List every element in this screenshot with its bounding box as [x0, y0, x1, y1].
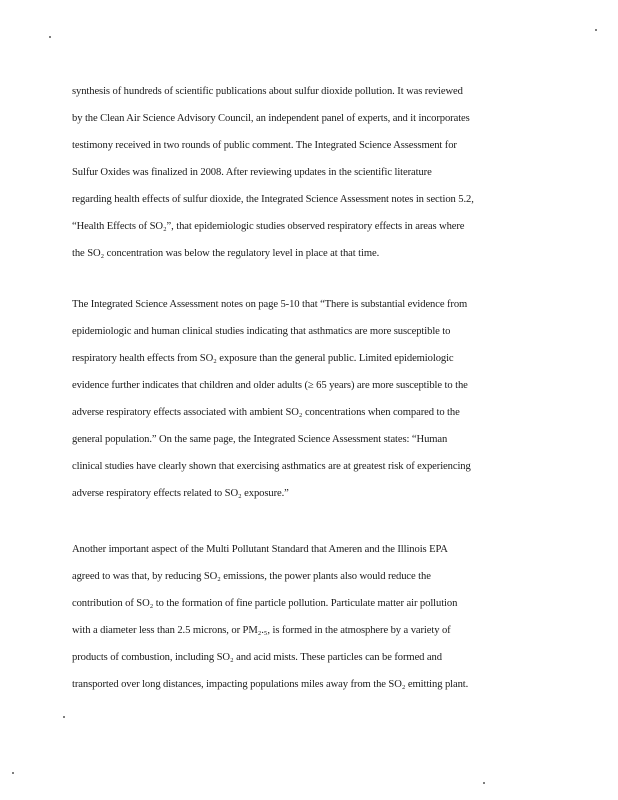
text-line: Another important aspect of the Multi Pollutant Standard that Ameren and the Illinois EPA	[72, 544, 448, 555]
text-line: the SO₂ concentration was below the regulatory level in place at that time.	[72, 248, 380, 259]
text-line: respiratory health effects from SO₂ exposure than the general public. Limited epidemiologic	[72, 353, 454, 364]
text-line: “Health Effects of SO₂”, that epidemiologic studies observed respiratory effects in areas where	[72, 221, 465, 232]
text-line: products of combustion, including SO₂ and acid mists. These particles can be formed and	[72, 652, 442, 663]
text-line: clinical studies have clearly shown that exercising asthmatics are at greatest risk of experiencing	[72, 461, 471, 472]
text-line: general population.” On the same page, the Integrated Science Assessment states: “Human	[72, 434, 448, 445]
paragraph-asthmatics-susceptibility	[72, 291, 520, 507]
scan-speck	[12, 772, 14, 774]
text-line: agreed to was that, by reducing SO₂ emissions, the power plants also would reduce the	[72, 571, 431, 582]
scan-speck	[49, 36, 51, 38]
text-line: testimony received in two rounds of public comment. The Integrated Science Assessment for	[72, 140, 457, 151]
text-line: by the Clean Air Science Advisory Council, an independent panel of experts, and it incorporates	[72, 113, 470, 124]
text-line: The Integrated Science Assessment notes on page 5-10 that “There is substantial evidence from	[72, 299, 468, 310]
text-line: Sulfur Oxides was finalized in 2008. After reviewing updates in the scientific literature	[72, 167, 432, 178]
text-line: with a diameter less than 2.5 microns, or PM₂.₅, is formed in the atmosphere by a variety of	[72, 625, 451, 636]
text-line: regarding health effects of sulfur dioxide, the Integrated Science Assessment notes in section 5.2,	[72, 194, 474, 205]
text-line: synthesis of hundreds of scientific publications about sulfur dioxide pollution. It was reviewed	[72, 86, 463, 97]
text-line: transported over long distances, impacting populations miles away from the SO₂ emitting plant.	[72, 679, 469, 690]
text-line: epidemiologic and human clinical studies indicating that asthmatics are more susceptible to	[72, 326, 451, 337]
paragraph-sulfur-dioxide-review	[72, 78, 520, 267]
text-line: adverse respiratory effects related to SO₂ exposure.”	[72, 488, 289, 499]
paragraph-multi-pollutant-standard	[72, 536, 520, 698]
text-line: evidence further indicates that children and older adults (≥ 65 years) are more susceptible to the	[72, 380, 468, 391]
scan-speck	[595, 29, 597, 31]
text-line: contribution of SO₂ to the formation of fine particle pollution. Particulate matter air pollution	[72, 598, 458, 609]
scan-speck	[63, 716, 65, 718]
scan-speck	[483, 782, 485, 784]
text-line: adverse respiratory effects associated with ambient SO₂ concentrations when compared to the	[72, 407, 460, 418]
